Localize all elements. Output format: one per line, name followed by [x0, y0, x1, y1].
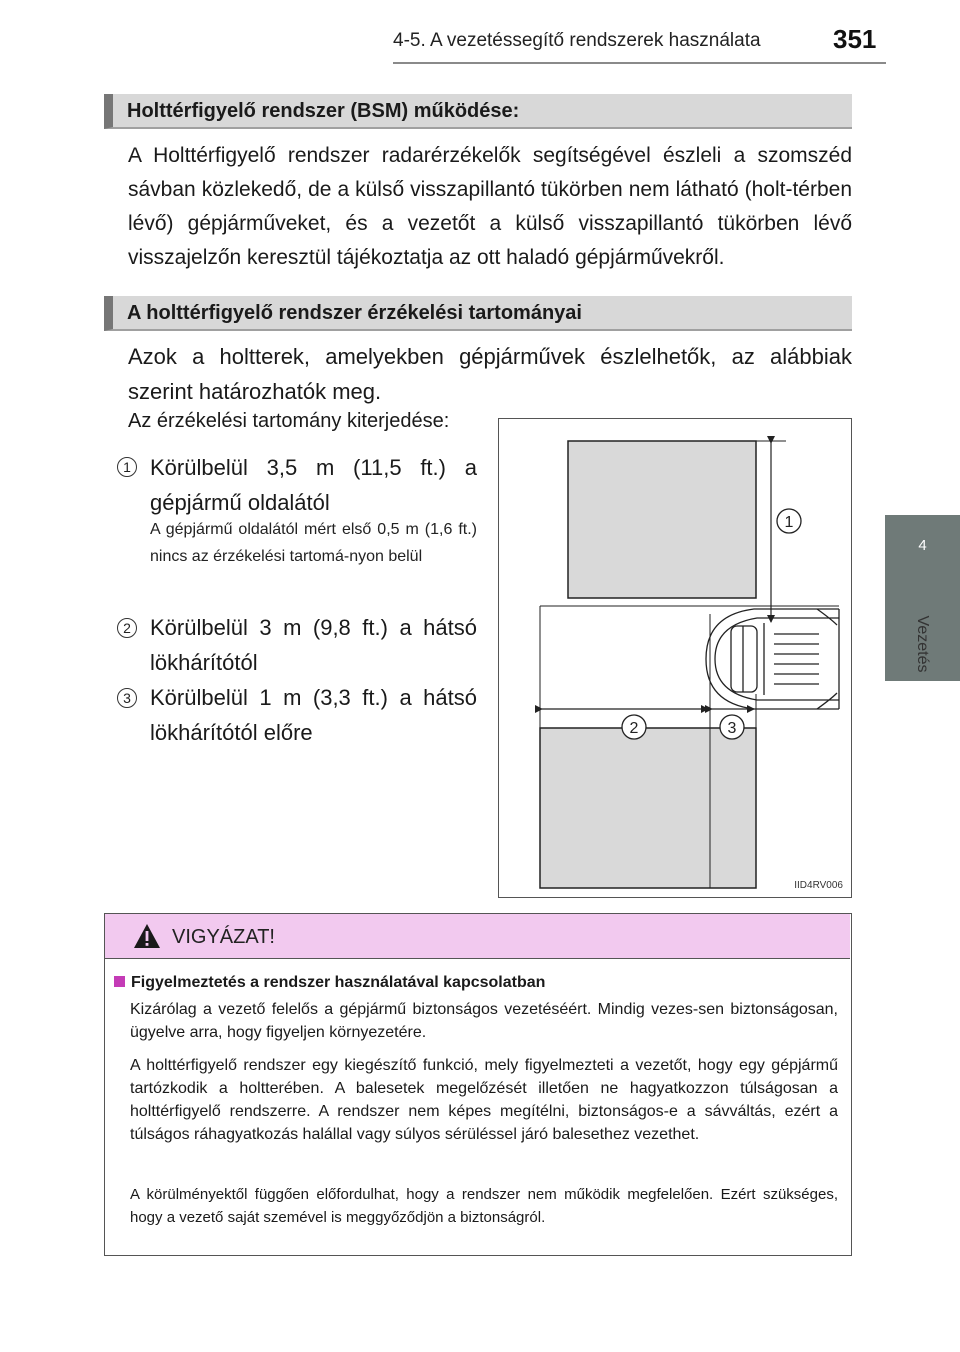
item-2-text: Körülbelül 3 m (9,8 ft.) a hátsó lökhárítótól	[150, 615, 477, 675]
section-heading-bsm	[104, 94, 852, 129]
section-heading-ranges-text: A holttérfigyelő rendszer érzékelési tartományai	[127, 302, 582, 324]
item-3-text: Körülbelül 1 m (3,3 ft.) a hátsó lökhárítótól előre	[150, 685, 477, 745]
item-2-number: 2	[117, 618, 137, 638]
item-1-note: A gépjármű oldalától mért első 0,5 m (1,6 ft.) nincs az érzékelési tartomá-nyon belül	[150, 521, 477, 565]
section-heading-ranges	[104, 296, 852, 331]
figure-code: IID4RV006	[794, 880, 843, 891]
chapter-tab-number: 4	[918, 537, 927, 554]
chapter-tab-label-wrap	[898, 609, 946, 679]
warning-subtitle-row	[114, 974, 545, 992]
range-intro: Az érzékelési tartomány kiterjedése:	[128, 410, 450, 432]
warning-paragraph-2: A holttérfigyelő rendszer egy kiegészítő funkció, mely figyelmezteti a vezetőt, hogy egy gépjármű tartózkodik a holtterében. A balesetek megelőzését illetően ne hagyatkozzon túlságosan a holttérfigyelő rendszerre. A rendszer nem képes megítélni, biztonságos-e a sávváltás, ezért a túlságos ráhagyatkozás halállal vagy súlyos sérüléssel járó balesethez vezethet.	[130, 1057, 838, 1143]
item-3-number: 3	[117, 688, 137, 708]
section-heading-bsm-text: Holttérfigyelő rendszer (BSM) működése:	[127, 100, 520, 122]
section-bsm-body: A Holttérfigyelő rendszer radarérzékelők segítségével észleli a szomszéd sávban közlekedő, de a külső visszapillantó tükörben nem látható (holt-térben lévő) gépjárműveket, és a vezetőt a külső visszapillantó tükörben lévő visszajelzőn keresztül tájékoztatja az ott haladó gépjárművekről.	[128, 144, 852, 269]
warning-paragraph-1: Kizárólag a vezető felelős a gépjármű biztonságos vezetéséért. Mindig vezes-sen biztonságosan, ügyelve arra, hogy figyeljen környezetére.	[130, 1001, 838, 1041]
callout-3: 3	[727, 720, 737, 737]
callout-2: 2	[629, 720, 639, 737]
warning-subtitle: Figyelmeztetés a rendszer használatával kapcsolatban	[131, 974, 546, 991]
side-zone	[568, 441, 756, 598]
page-number: 351	[833, 24, 877, 54]
running-header-title: 4-5. A vezetéssegítő rendszerek használata	[393, 30, 761, 51]
header-rule	[393, 62, 886, 64]
detection-range-diagram	[499, 419, 853, 899]
chapter-tab-label: Vezetés	[914, 615, 931, 673]
item-1-text: Körülbelül 3,5 m (11,5 ft.) a gépjármű oldalától	[150, 455, 477, 515]
item-1-number: 1	[117, 457, 137, 477]
warning-paragraph-3: A körülményektől függően előfordulhat, hogy a rendszer nem működik megfelelően. Ezért szükséges, hogy a vezető saját szemével is meggyőződjön a biztonságról.	[130, 1186, 838, 1226]
callout-1: 1	[784, 514, 794, 531]
vehicle-outline	[706, 609, 839, 709]
warning-box	[104, 913, 852, 1256]
rear-zone	[540, 728, 756, 888]
warning-title: VIGYÁZAT!	[172, 926, 275, 948]
section-ranges-body: Azok a holtterek, amelyekben gépjárművek észlelhetők, az alábbiak szerint határozhatók meg.	[128, 344, 852, 404]
detection-range-figure	[498, 418, 852, 898]
warning-triangle-icon	[133, 923, 161, 949]
warning-header	[105, 914, 850, 959]
bullet-square-icon	[114, 976, 125, 987]
